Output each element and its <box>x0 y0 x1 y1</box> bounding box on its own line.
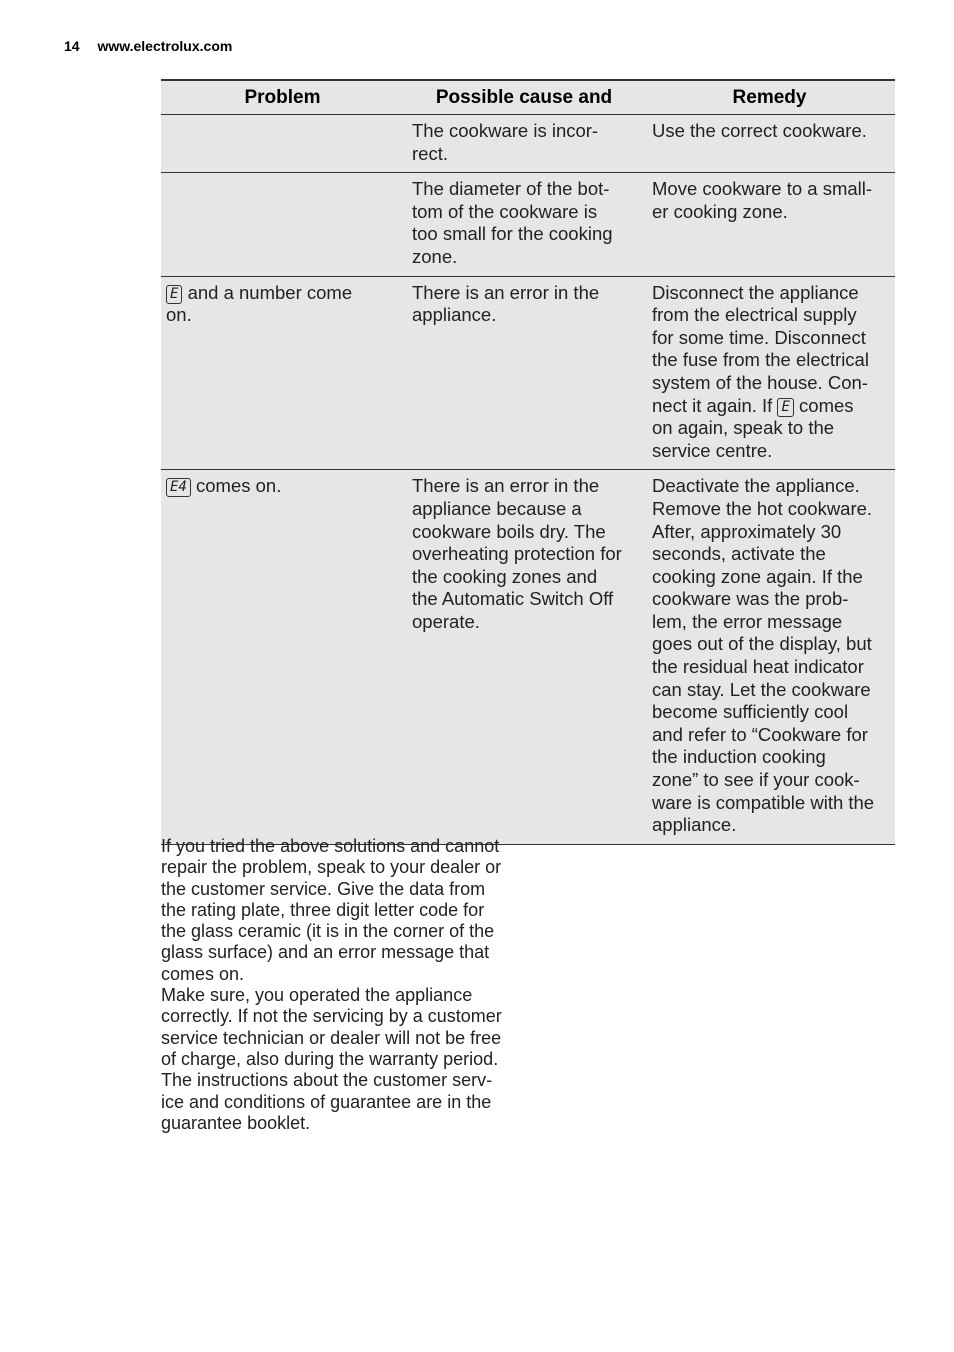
column-header-cause: Possible cause and <box>404 80 644 115</box>
problem-cell <box>161 470 404 845</box>
problem-cell <box>161 276 404 470</box>
troubleshooting-table <box>161 79 895 845</box>
problem-cell <box>161 115 404 173</box>
column-header-problem: Problem <box>161 80 404 115</box>
remedy-text-after: comes on again, speak to the service centre. <box>652 394 854 461</box>
error-display-icon: E <box>777 398 793 417</box>
problem-text: and a number come on. <box>166 281 353 326</box>
table-row <box>161 115 895 173</box>
problem-cell <box>161 173 404 276</box>
page-header <box>64 38 232 54</box>
table-row <box>161 173 895 276</box>
table-header-row <box>161 80 895 115</box>
error-display-icon: E4 <box>166 478 191 497</box>
table-row <box>161 470 895 845</box>
cause-cell: The cookware is incor- rect. <box>404 115 644 173</box>
remedy-cell: Deactivate the appliance. Remove the hot cookware. After, approximately 30 seconds, activate the cooking zone again. If the cookware was the prob- lem, the error message goes out of the display, but the residual heat indicator can stay. Let the cookware become sufficiently cool and refer to “Cookware for the induction cooking zone” to see if your cook- ware is compatible with the appliance. <box>644 470 895 845</box>
cause-cell: There is an error in the appliance because a cookware boils dry. The overheating protection for the cooking zones and the Automatic Switch Off operate. <box>404 470 644 845</box>
problem-text: comes on. <box>190 475 282 497</box>
remedy-cell: Use the correct cookware. <box>644 115 895 173</box>
service-note <box>161 836 517 1134</box>
column-header-remedy: Remedy <box>644 80 895 115</box>
error-display-icon: E <box>166 285 182 304</box>
note-paragraph: If you tried the above solutions and cannot repair the problem, speak to your dealer or the customer service. Give the data from the rating plate, three digit letter code for the glass ceramic (it is in the corner of the glass surface) and an error message that comes on. <box>161 836 502 984</box>
remedy-cell: Move cookware to a small- er cooking zone. <box>644 173 895 276</box>
site-url: www.electrolux.com <box>97 38 233 54</box>
cause-cell: The diameter of the bot- tom of the cookware is too small for the cooking zone. <box>404 173 644 276</box>
page-number: 14 <box>64 38 80 54</box>
remedy-cell <box>644 276 895 470</box>
table-row <box>161 276 895 470</box>
cause-cell: There is an error in the appliance. <box>404 276 644 470</box>
remedy-text-before: Disconnect the appliance from the electrical supply for some time. Disconnect the fuse from the electrical system of the house. Con- nect it again. If <box>652 281 869 416</box>
note-paragraph: Make sure, you operated the appliance correctly. If not the servicing by a customer service technician or dealer will not be free of charge, also during the warranty period. The instructions about the customer serv- ice and conditions of guarantee are in the guarantee booklet. <box>161 985 502 1133</box>
